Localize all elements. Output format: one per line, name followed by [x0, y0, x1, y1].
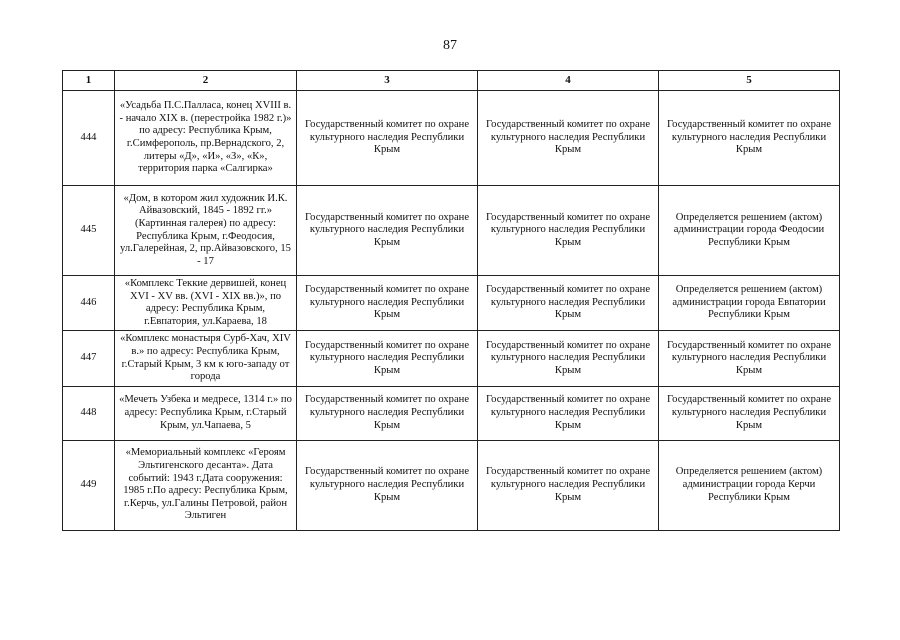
- row-number: 448: [63, 386, 115, 440]
- object-description: «Комплекс монастыря Сурб-Хач, XIV в.» по адресу: Республика Крым, г.Старый Крым, 3 км к юго-западу от города: [115, 331, 297, 386]
- authority-cell: Определяется решением (актом) администрации города Керчи Республики Крым: [659, 440, 840, 530]
- authority-cell: Определяется решением (актом) администрации города Евпатории Республики Крым: [659, 276, 840, 331]
- authority-cell: Государственный комитет по охране культурного наследия Республики Крым: [659, 331, 840, 386]
- table-row: [63, 331, 840, 386]
- column-header: 4: [478, 71, 659, 91]
- object-description: «Мемориальный комплекс «Героям Эльтигенского десанта». Дата событий: 1943 г.Дата сооружения: 1985 г.По адресу: Республика Крым, г.Керчь, ул.Галины Петровой, район Эльтиген: [115, 440, 297, 530]
- table-row: [63, 276, 840, 331]
- authority-cell: Государственный комитет по охране культурного наследия Республики Крым: [478, 386, 659, 440]
- row-number: 449: [63, 440, 115, 530]
- table-row: [63, 186, 840, 276]
- authority-cell: Государственный комитет по охране культурного наследия Республики Крым: [297, 440, 478, 530]
- object-description: «Дом, в котором жил художник И.К. Айвазовский, 1845 - 1892 гг.» (Картинная галерея) по адресу: Республика Крым, г.Феодосия, ул.Галерейная, 2, пр.Айвазовского, 15 - 17: [115, 186, 297, 276]
- authority-cell: Государственный комитет по охране культурного наследия Республики Крым: [297, 386, 478, 440]
- authority-cell: Государственный комитет по охране культурного наследия Республики Крым: [297, 276, 478, 331]
- page-number: 87: [443, 38, 457, 53]
- authority-cell: Государственный комитет по охране культурного наследия Республики Крым: [659, 386, 840, 440]
- object-description: «Мечеть Узбека и медресе, 1314 г.» по адресу: Республика Крым, г.Старый Крым, ул.Чапаева, 5: [115, 386, 297, 440]
- authority-cell: Государственный комитет по охране культурного наследия Республики Крым: [297, 331, 478, 386]
- object-description: «Усадьба П.С.Палласа, конец XVIII в. - начало XIX в. (перестройка 1982 г.)» по адресу: Республика Крым, г.Симферополь, пр.Вернадского, 2, литеры «Д», «И», «З», «К», территория парка «Салгирка»: [115, 91, 297, 186]
- column-header: 1: [63, 71, 115, 91]
- authority-cell: Государственный комитет по охране культурного наследия Республики Крым: [659, 91, 840, 186]
- authority-cell: Государственный комитет по охране культурного наследия Республики Крым: [478, 91, 659, 186]
- authority-cell: Государственный комитет по охране культурного наследия Республики Крым: [478, 331, 659, 386]
- row-number: 445: [63, 186, 115, 276]
- table-row: [63, 91, 840, 186]
- row-number: 446: [63, 276, 115, 331]
- table-row: [63, 386, 840, 440]
- authority-cell: Определяется решением (актом) администрации города Феодосии Республики Крым: [659, 186, 840, 276]
- authority-cell: Государственный комитет по охране культурного наследия Республики Крым: [297, 186, 478, 276]
- authority-cell: Государственный комитет по охране культурного наследия Республики Крым: [297, 91, 478, 186]
- object-description: «Комплекс Теккие дервишей, конец XVI - XV вв. (XVI - XIX вв.)», по адресу: Республика Крым, г.Евпатория, ул.Караева, 18: [115, 276, 297, 331]
- authority-cell: Государственный комитет по охране культурного наследия Республики Крым: [478, 440, 659, 530]
- column-header: 2: [115, 71, 297, 91]
- table-row: [63, 440, 840, 530]
- row-number: 447: [63, 331, 115, 386]
- heritage-table: [62, 70, 840, 531]
- header-row: [63, 71, 840, 91]
- row-number: 444: [63, 91, 115, 186]
- authority-cell: Государственный комитет по охране культурного наследия Республики Крым: [478, 276, 659, 331]
- authority-cell: Государственный комитет по охране культурного наследия Республики Крым: [478, 186, 659, 276]
- column-header: 3: [297, 71, 478, 91]
- column-header: 5: [659, 71, 840, 91]
